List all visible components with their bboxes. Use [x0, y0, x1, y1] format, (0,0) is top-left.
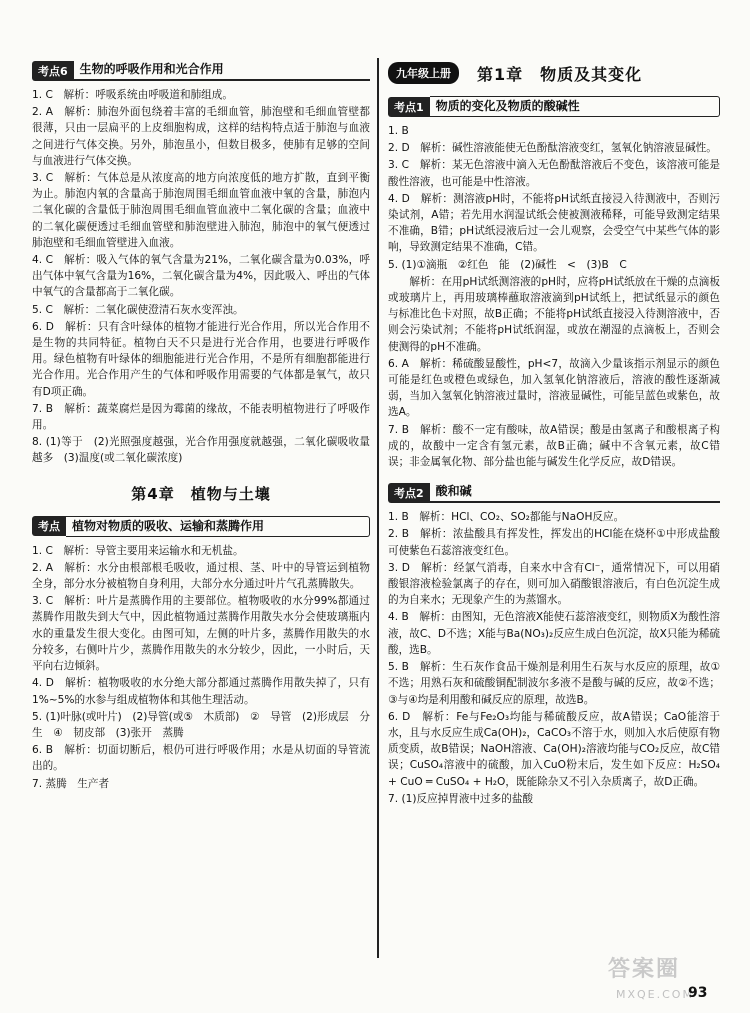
answer-item: 5. (1)叶脉(或叶片) (2)导管(或⑤ 木质部) ② 导管 (2)形成层 分生 ④ 韧皮部 (3)张开 蒸腾 [32, 710, 370, 739]
answer-item: 3. D 解析：经氯气消毒，自来水中含有Cl⁻，通常情况下，可以用硝酸银溶液检验氯离子的存在，则可加入硝酸银溶液后，有白色沉淀生成的为自来水；无现象产生的为蒸馏水。 [388, 561, 720, 607]
chapter-header [388, 60, 720, 86]
answer-item: 3. C 解析：某无色溶液中滴入无色酚酞溶液后不变色，该溶液可能是酸性溶液，也可能是中性溶液。 [388, 159, 720, 188]
column-divider [377, 58, 379, 958]
answer-item: 2. D 解析：碱性溶液能使无色酚酞溶液变红，氢氧化钠溶液显碱性。 [388, 142, 717, 155]
section-badge: 考点 [32, 516, 66, 536]
answer-item: 7. 蒸腾 生产者 [32, 777, 110, 790]
answer-item: 2. B 解析：浓盐酸具有挥发性，挥发出的HCl能在烧杯①中形成盐酸可使紫色石蕊溶液变红色。 [388, 528, 720, 557]
answer-item: 8. (1)等于 (2)光照强度越强，光合作用强度就越强，二氧化碳吸收量越多 (3)温度(或二氧化碳浓度) [32, 436, 370, 465]
answer-item: 4. D 解析：植物吸收的水分绝大部分都通过蒸腾作用散失掉了，只有1%~5%的水参与组成植物体和其他生理活动。 [32, 677, 370, 706]
answer-item: 4. C 解析：吸入气体的氧气含量为21%，二氧化碳含量为0.03%，呼出气体中氧气含量为16%，二氧化碳含量为4%，因此吸入、呼出的气体中氧气的含量都高于二氧化碳。 [32, 254, 370, 299]
chapter-title: 第4章 植物与土壤 [131, 484, 271, 503]
answer-list [388, 509, 720, 807]
answer-item: 7. B 解析：蔬菜腐烂是因为霉菌的缘故，不能表明植物进行了呼吸作用。 [32, 402, 370, 432]
left-column [32, 60, 370, 793]
answer-item: 解析：在用pH试纸测溶液的pH时，应将pH试纸放在干燥的点滴板或玻璃片上，再用玻璃棒蘸取溶液滴到pH试纸上，把试纸显示的颜色与标准比色卡对照，故B正确；不能将pH试纸直接浸入待测溶液中，否则会污染试剂；不能将pH试纸润湿，或放在潮湿的点滴板上，否则会使测得的pH不准确。 [388, 275, 720, 353]
section-badge: 考点1 [388, 97, 430, 117]
answer-item: 5. (1)①滴瓶 ②红色 能 (2)碱性 < (3)B C [388, 258, 627, 271]
section-badge: 考点6 [32, 61, 74, 81]
section-title: 物质的变化及物质的酸碱性 [430, 96, 720, 117]
answer-item: 5. C 解析：二氧化碳使澄清石灰水变浑浊。 [32, 303, 244, 316]
answer-item: 7. (1)反应掉胃液中过多的盐酸 [388, 792, 534, 805]
answer-item: 3. C 解析：气体总是从浓度高的地方向浓度低的地方扩散，直到平衡为止。肺泡内氧的含量高于肺泡周围毛细血管血液中氧的含量，肺泡内二氧化碳的含量低于肺泡周围毛细血管血液中二氧化碳的含量；血液中的二氧化碳便透过毛细血管壁和肺泡壁进入肺泡，肺泡中的氧气便透过肺泡壁和毛细血管壁进入血液。 [32, 172, 370, 249]
right-column [388, 60, 720, 808]
answer-list [388, 123, 720, 470]
watermark-url: MXQE.COM [616, 988, 694, 1001]
section-header [32, 516, 370, 537]
answer-item: 4. B 解析：由图知，无色溶液X能使石蕊溶液变红，则物质X为酸性溶液，故C、D不选；X能与Ba(NO₃)₂反应生成白色沉淀，故X只能为稀硫酸，选B。 [388, 611, 720, 656]
answer-item: 1. C 解析：呼吸系统由呼吸道和肺组成。 [32, 89, 233, 101]
answer-item: 6. D 解析：只有含叶绿体的植物才能进行光合作用，所以光合作用不是生物的共同特征。植物白天不只是进行光合作用，也要进行呼吸作用。绿色植物有叶绿体的细胞能进行光合作用，不是所有细胞都能进行光合作用。光合作用产生的气体和呼吸作用需要的气体都是氧气，故只有D项正确。 [32, 320, 370, 398]
answer-item: 2. A 解析：水分由根部根毛吸收，通过根、茎、叶中的导管运到植物全身，部分水分被植物自身利用，大部分水分通过叶片气孔蒸腾散失。 [32, 561, 370, 591]
section-badge: 考点2 [388, 483, 430, 503]
answer-list [32, 87, 370, 467]
answer-item: 6. A 解析：稀硫酸显酸性，pH<7，故滴入少量该指示剂显示的颜色可能是红色或橙色或绿色，加入氢氧化钠溶液后，溶液的酸性逐渐减弱，当加入氢氧化钠溶液过量时，溶液显碱性，可能呈蓝色或紫色，故选A。 [388, 357, 720, 419]
answer-item: 4. D 解析：测溶液pH时，不能将pH试纸直接浸入待测液中，否则污染试剂，A错；若先用水润湿试纸会使被测液稀释，可能导致测定结果不准确，B错；pH试纸浸液后过一会儿观察，会受空气中某些气体的影响，导致测定结果不准确，C错。 [388, 192, 720, 254]
answer-item: 3. C 解析：叶片是蒸腾作用的主要部位。植物吸收的水分99%都通过蒸腾作用散失到大气中，因此植物通过蒸腾作用散失水分会使玻璃瓶内水的重量发生很大变化。由图可知，左侧的叶片多，蒸腾作用散失的水分较多，右侧叶片少，蒸腾作用散失的水分较少，因此，一小时后，天平向右边倾斜。 [32, 595, 370, 673]
section-header [388, 96, 720, 117]
answer-item: 2. A 解析：肺泡外面包绕着丰富的毛细血管，肺泡壁和毛细血管壁都很薄，只由一层扁平的上皮细胞构成，这样的结构特点适于肺泡与血液之间进行气体交换。另外，肺泡虽小，但数目极多，使肺有足够的空间与血液进行气体交换。 [32, 106, 370, 167]
section-title: 植物对物质的吸收、运输和蒸腾作用 [66, 516, 370, 537]
section-header [32, 60, 370, 81]
answer-item: 5. B 解析：生石灰作食品干燥剂是利用生石灰与水反应的原理，故①不选；用熟石灰和硫酸铜配制波尔多液不是酸与碱的反应，故②不选；③与④均是利用酸和碱反应的原理，故选B。 [388, 661, 720, 706]
watermark-logo: 答案圈 [608, 957, 681, 982]
answer-list [32, 543, 370, 792]
answer-item: 1. C 解析：导管主要用来运输水和无机盐。 [32, 544, 244, 557]
section-title: 生物的呼吸作用和光合作用 [74, 60, 370, 81]
answer-item: 1. B 解析：HCl、CO₂、SO₂都能与NaOH反应。 [388, 511, 625, 524]
section-title: 酸和碱 [430, 482, 720, 503]
chapter-title: 第1章 物质及其变化 [477, 64, 643, 84]
answer-item: 6. B 解析：切面切断后，根仍可进行呼吸作用；水是从切面的导管流出的。 [32, 744, 370, 773]
answer-item: 7. B 解析：酸不一定有酸味，故A错误；酸是由氢离子和酸根离子构成的，故酸中一定含有氢元素，故B正确；碱中不含氧元素，故C错误；非金属氧化物、部分盐也能与碱发生化学反应，故D错误。 [388, 423, 720, 469]
grade-badge: 九年级上册 [388, 62, 459, 84]
answer-item: 6. D 解析：Fe与Fe₂O₃均能与稀硫酸反应，故A错误；CaO能溶于水，且与水反应生成Ca(OH)₂，CaCO₃不溶于水，则加入水后使原有物质变质，故B错误；NaOH溶液、Ca(OH)₂溶液均能与CO₂反应，故C错误；CuSO₄溶液中的硫酸，加入CuO粉末后，发生如下反应：H₂SO₄ + CuO ═ CuSO₄ + H₂O，既能除杂又不引入杂质离子，故D正确。 [388, 710, 720, 788]
page-number: 93 [688, 985, 708, 1001]
answer-item: 1. B [388, 125, 409, 137]
section-header [388, 482, 720, 503]
